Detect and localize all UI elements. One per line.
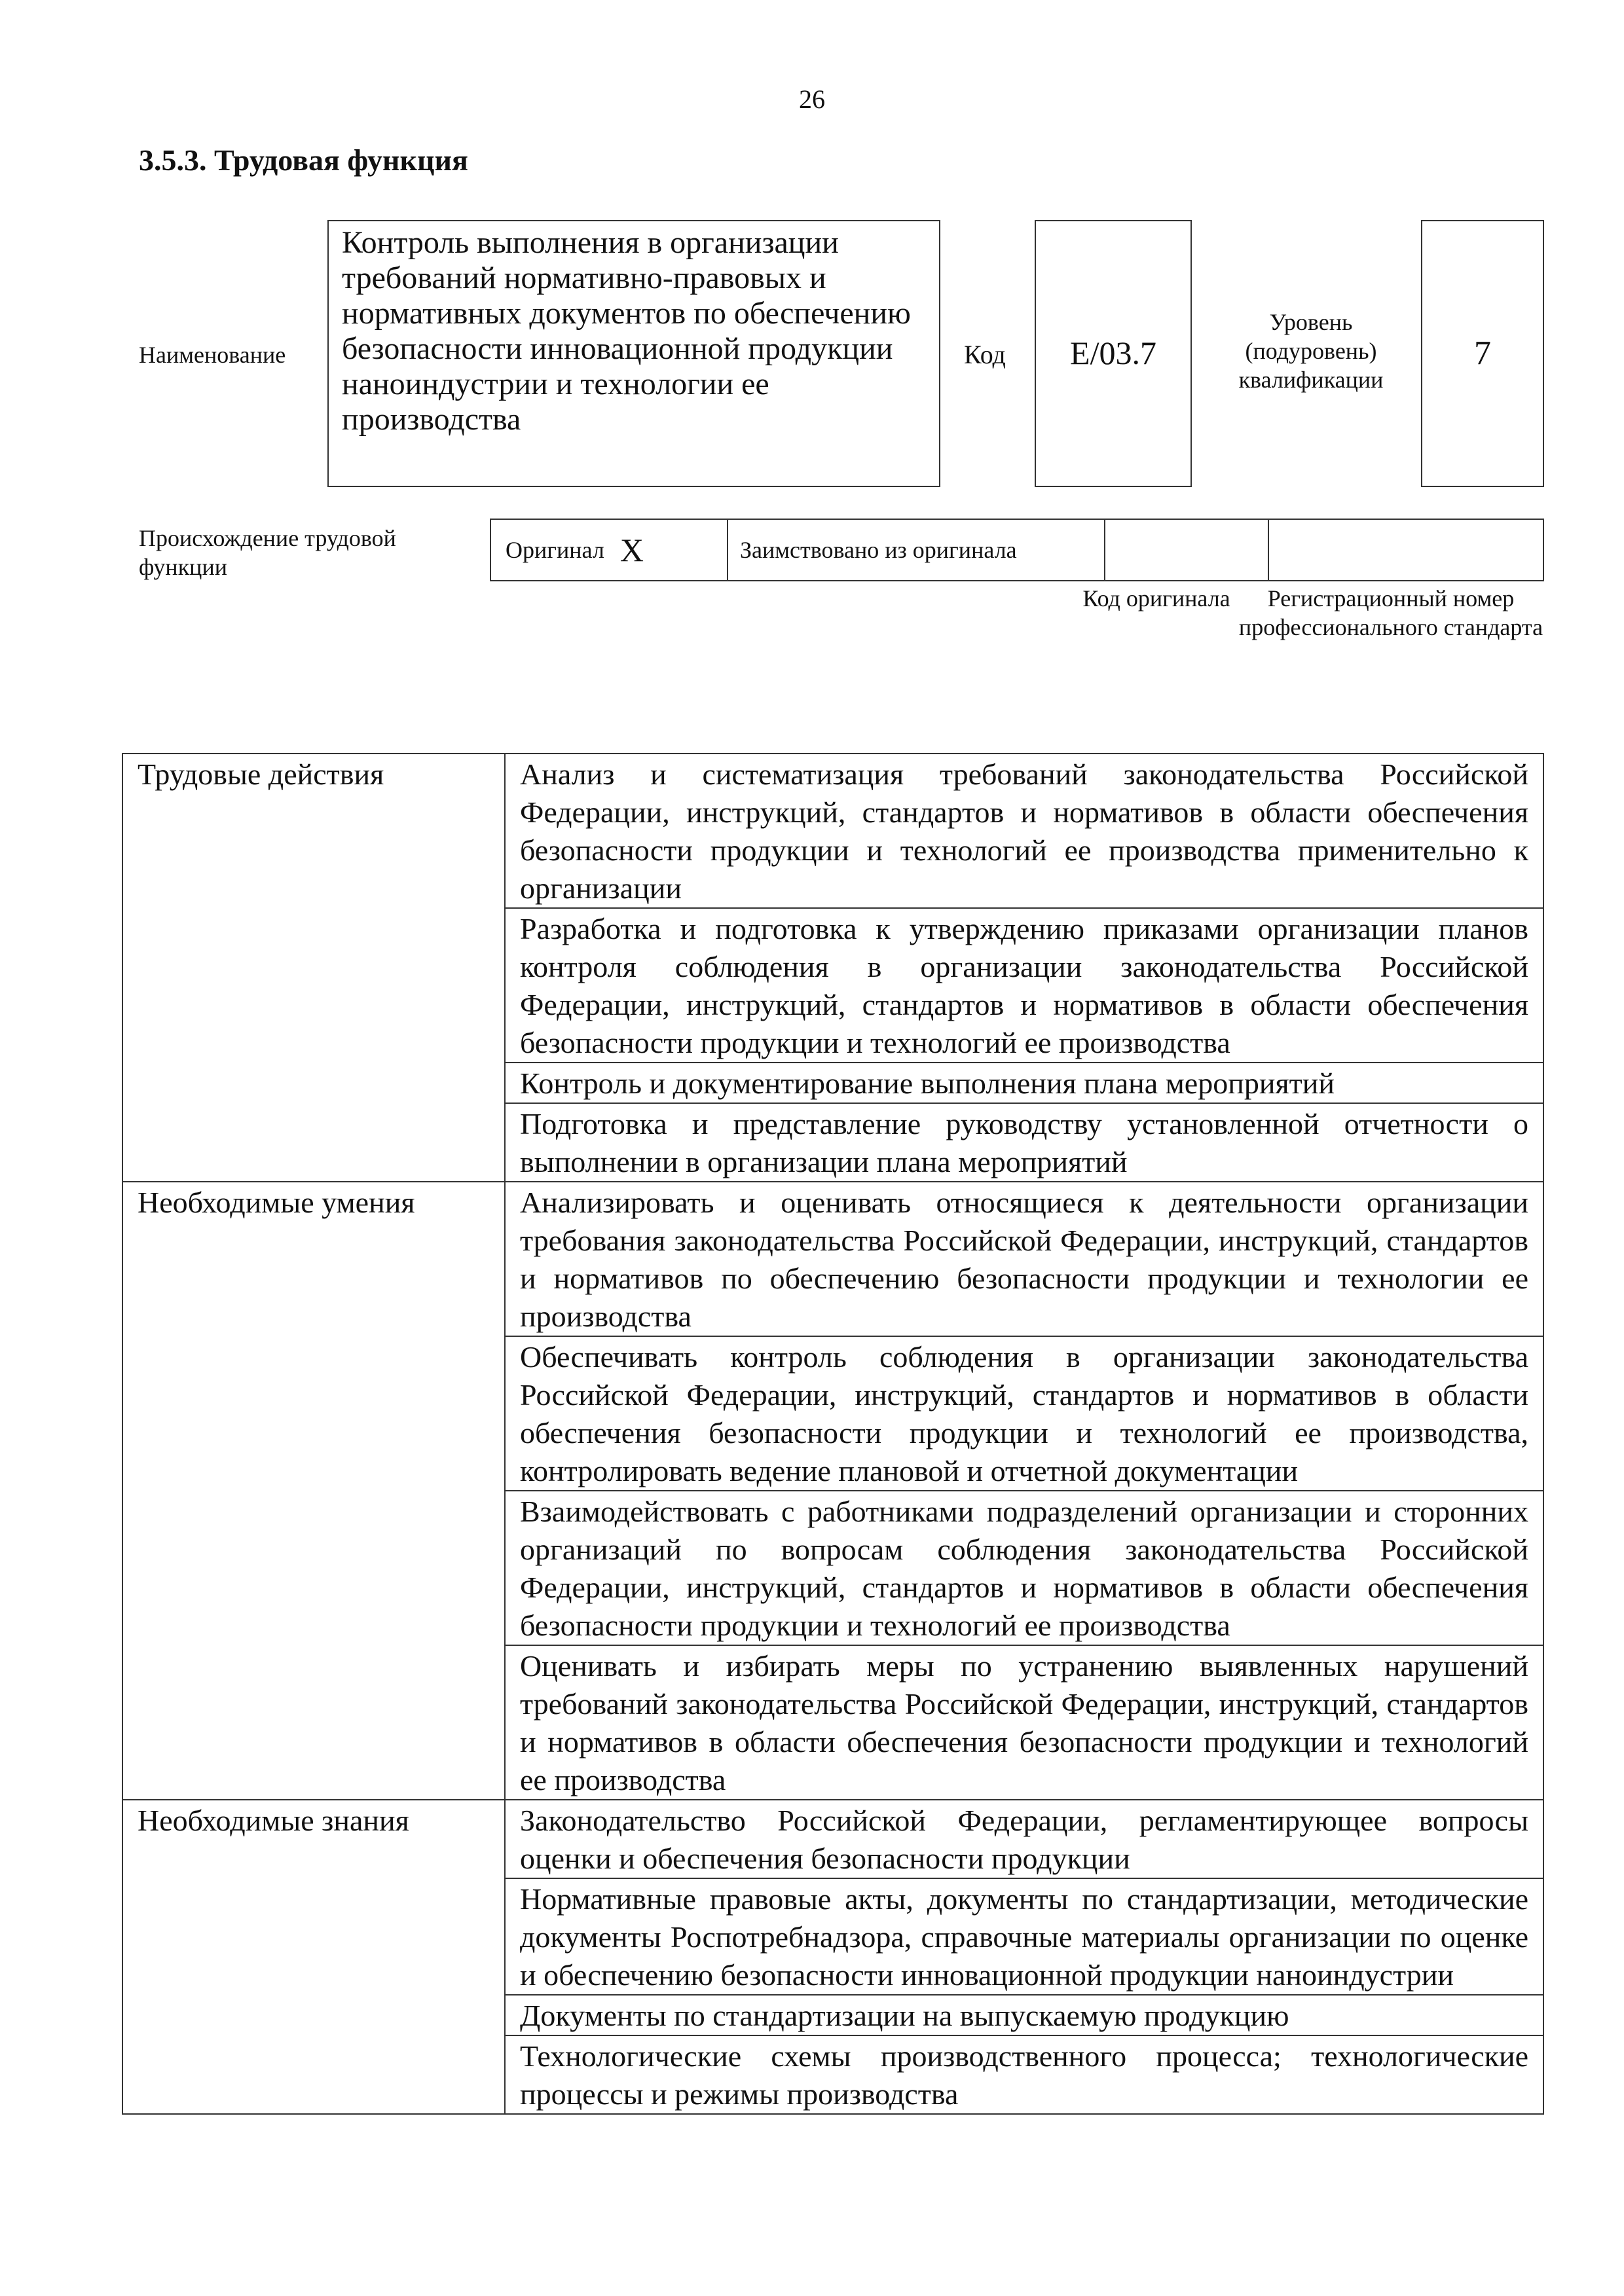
- table-cell: Анализировать и оценивать относящиеся к деятельности организации требования законодательства Российской Федерации, инструкций, стандартов и нормативов по обеспечению безопасности продукции и технологии ее производства: [505, 1182, 1543, 1336]
- table-cell: Технологические схемы производственного процесса; технологические процессы и режимы производства: [505, 2035, 1543, 2114]
- category-labor-actions: Трудовые действия: [122, 754, 505, 1182]
- original-code-caption: Код оригинала: [1082, 585, 1230, 611]
- table-row: [122, 754, 1543, 908]
- table-cell: Анализ и систематизация требований законодательства Российской Федерации, инструкций, стандартов и нормативов в области обеспечения безопасности продукции и технологий ее производства применительно к организации: [505, 754, 1543, 908]
- origin-label: Происхождение трудовой функции: [139, 525, 396, 580]
- table-cell: Контроль и документирование выполнения плана мероприятий: [505, 1063, 1543, 1103]
- table-cell: Документы по стандартизации на выпускаемую продукцию: [505, 1995, 1543, 2035]
- category-required-knowledge: Необходимые знания: [122, 1800, 505, 2114]
- origin-reg-number-cell: [1269, 520, 1543, 580]
- borrowed-label: Заимствовано из оригинала: [740, 537, 1017, 563]
- origin-code-cell: [1105, 520, 1269, 580]
- category-required-skills: Необходимые умения: [122, 1182, 505, 1800]
- origin-original-cell: [491, 520, 728, 580]
- function-name-box: Контроль выполнения в организации требований нормативно-правовых и нормативных документов по обеспечению безопасности инновационной продукции наноиндустрии и технологии ее производства: [327, 220, 940, 487]
- table-cell: Подготовка и представление руководству установленной отчетности о выполнении в организации плана мероприятий: [505, 1103, 1543, 1182]
- table-cell: Оценивать и избирать меры по устранению выявленных нарушений требований законодательства Российской Федерации, инструкций, стандартов и нормативов в области обеспечения безопасности продукции и технологий ее производства: [505, 1645, 1543, 1800]
- table-row: [122, 1182, 1543, 1336]
- table-cell: Нормативные правовые акты, документы по стандартизации, методические документы Роспотребнадзора, справочные материалы организации по оценке и обеспечению безопасности инновационной продукции наноиндустрии: [505, 1878, 1543, 1995]
- reg-number-caption: Регистрационный номер профессионального стандарта: [1238, 585, 1543, 640]
- function-details-table: [122, 753, 1544, 2115]
- page-number: 26: [799, 84, 825, 114]
- table-cell: Взаимодействовать с работниками подразделений организации и сторонних организаций по вопросам соблюдения законодательства Российской Федерации, инструкций, стандартов и нормативов в области обеспечения безопасности продукции и технологий ее производства: [505, 1491, 1543, 1645]
- qualification-level-label: Уровень (подуровень) квалификации: [1238, 309, 1384, 393]
- code-value-box: E/03.7: [1035, 220, 1192, 487]
- code-label: Код: [964, 340, 1006, 369]
- origin-borrowed-cell: [728, 520, 1105, 580]
- original-mark: X: [619, 532, 644, 568]
- table-cell: Разработка и подготовка к утверждению приказами организации планов контроля соблюдения в организации законодательства Российской Федерации, инструкций, стандартов и нормативов в области обеспечения безопасности продукции и технологий ее производства: [505, 908, 1543, 1063]
- table-cell: Законодательство Российской Федерации, регламентирующее вопросы оценки и обеспечения безопасности продукции: [505, 1800, 1543, 1878]
- qualification-level-box: 7: [1421, 220, 1544, 487]
- origin-row: [490, 519, 1544, 581]
- table-row: [122, 1800, 1543, 1878]
- original-label: Оригинал: [506, 537, 604, 563]
- section-title: 3.5.3. Трудовая функция: [139, 143, 468, 177]
- name-label: Наименование: [139, 342, 286, 368]
- table-cell: Обеспечивать контроль соблюдения в организации законодательства Российской Федерации, инструкций, стандартов и нормативов в области обеспечения безопасности продукции и технологий ее производства, контролировать ведение плановой и отчетной документации: [505, 1336, 1543, 1491]
